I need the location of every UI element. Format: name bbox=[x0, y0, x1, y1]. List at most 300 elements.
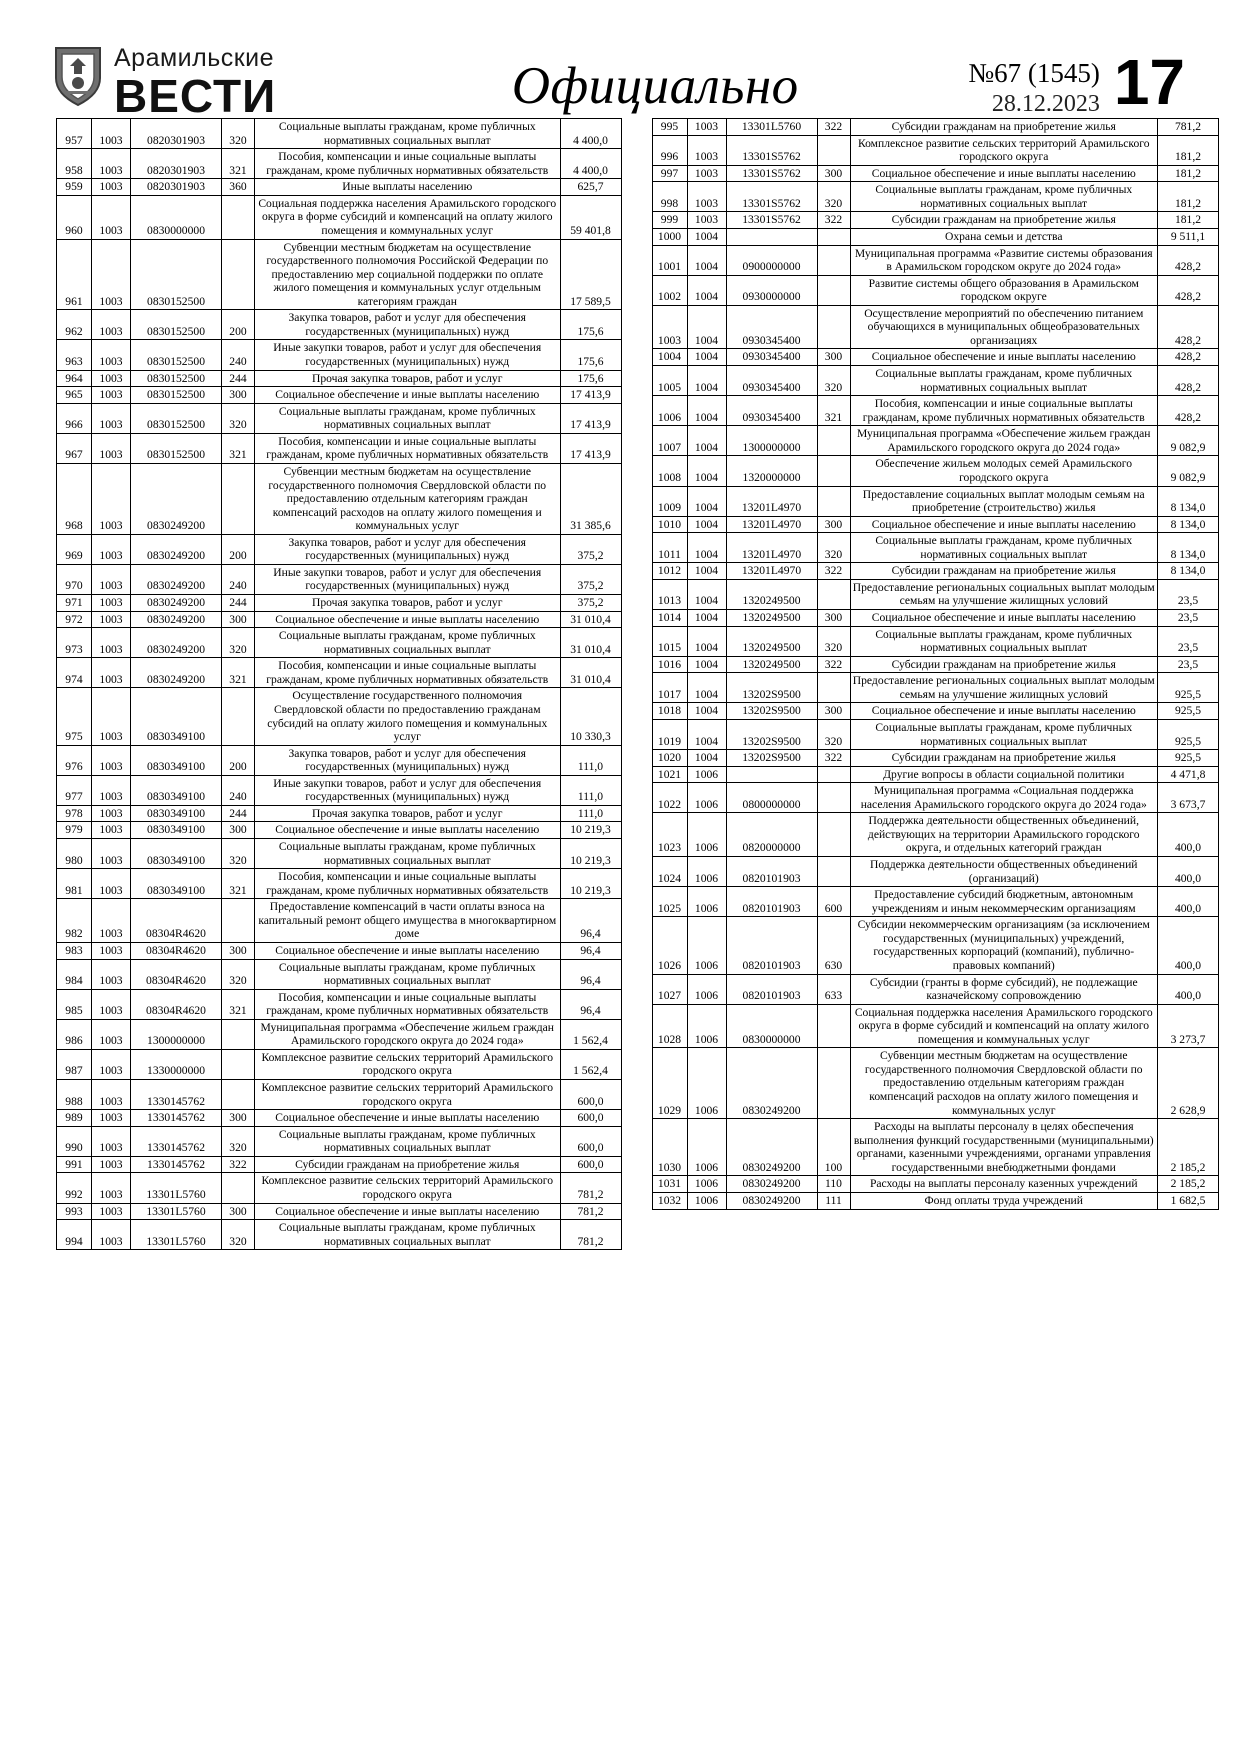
expense-type-cell: 320 bbox=[817, 719, 850, 749]
section-code-cell: 1003 bbox=[92, 959, 131, 989]
table-row bbox=[57, 688, 622, 745]
amount-cell: 10 219,3 bbox=[560, 822, 621, 839]
expense-type-cell bbox=[222, 1080, 255, 1110]
amount-cell: 375,2 bbox=[560, 534, 621, 564]
amount-cell: 400,0 bbox=[1158, 974, 1219, 1004]
row-index-cell: 959 bbox=[57, 179, 92, 196]
section-code-cell: 1003 bbox=[92, 1173, 131, 1203]
table-row bbox=[57, 1019, 622, 1049]
table-row bbox=[652, 610, 1219, 627]
expense-type-cell: 630 bbox=[817, 917, 850, 974]
target-code-cell: 0830249200 bbox=[131, 658, 222, 688]
row-index-cell: 1004 bbox=[652, 349, 687, 366]
table-row bbox=[57, 534, 622, 564]
table-row bbox=[652, 1119, 1219, 1176]
target-code-cell: 0830000000 bbox=[131, 195, 222, 239]
target-code-cell: 0830349100 bbox=[131, 775, 222, 805]
target-code-cell: 1320249500 bbox=[726, 610, 817, 627]
target-code-cell: 13201L4970 bbox=[726, 516, 817, 533]
name-cell: Другие вопросы в области социальной политики bbox=[850, 766, 1158, 783]
target-code-cell: 1330000000 bbox=[131, 1049, 222, 1079]
target-code-cell: 08304R4620 bbox=[131, 942, 222, 959]
row-index-cell: 981 bbox=[57, 869, 92, 899]
table-row bbox=[57, 1126, 622, 1156]
target-code-cell: 08304R4620 bbox=[131, 899, 222, 943]
section-code-cell: 1004 bbox=[687, 275, 726, 305]
amount-cell: 181,2 bbox=[1158, 135, 1219, 165]
amount-cell: 9 082,9 bbox=[1158, 426, 1219, 456]
name-cell: Предоставление компенсаций в части оплаты взноса на капитальный ремонт общего имущества в многоквартирном доме bbox=[255, 899, 561, 943]
table-row bbox=[652, 673, 1219, 703]
section-code-cell: 1003 bbox=[92, 899, 131, 943]
content-columns bbox=[0, 118, 1241, 1250]
name-cell: Социальное обеспечение и иные выплаты населению bbox=[255, 611, 561, 628]
table-row bbox=[57, 959, 622, 989]
table-row bbox=[57, 1080, 622, 1110]
table-row bbox=[652, 366, 1219, 396]
amount-cell: 428,2 bbox=[1158, 305, 1219, 349]
section-code-cell: 1003 bbox=[92, 195, 131, 239]
row-index-cell: 1029 bbox=[652, 1048, 687, 1119]
target-code-cell: 0830152500 bbox=[131, 403, 222, 433]
name-cell: Социальные выплаты гражданам, кроме публичных нормативных социальных выплат bbox=[850, 626, 1158, 656]
row-index-cell: 969 bbox=[57, 534, 92, 564]
table-row bbox=[652, 766, 1219, 783]
table-row bbox=[57, 564, 622, 594]
page-title: Официально bbox=[511, 57, 799, 115]
row-index-cell: 974 bbox=[57, 658, 92, 688]
table-row bbox=[652, 813, 1219, 857]
target-code-cell: 13202S9500 bbox=[726, 703, 817, 720]
expense-type-cell: 244 bbox=[222, 370, 255, 387]
section-code-cell: 1004 bbox=[687, 366, 726, 396]
target-code-cell: 13301L5760 bbox=[131, 1173, 222, 1203]
name-cell: Пособия, компенсации и иные социальные выплаты гражданам, кроме публичных нормативных обязательств bbox=[255, 869, 561, 899]
section-code-cell: 1004 bbox=[687, 673, 726, 703]
amount-cell: 8 134,0 bbox=[1158, 533, 1219, 563]
row-index-cell: 968 bbox=[57, 463, 92, 534]
target-code-cell: 1330145762 bbox=[131, 1110, 222, 1127]
section-code-cell: 1006 bbox=[687, 1192, 726, 1209]
section-code-cell: 1003 bbox=[92, 149, 131, 179]
section-code-cell: 1003 bbox=[92, 942, 131, 959]
table-row bbox=[652, 245, 1219, 275]
row-index-cell: 992 bbox=[57, 1173, 92, 1203]
name-cell: Иные закупки товаров, работ и услуг для обеспечения государственных (муниципальных) нужд bbox=[255, 340, 561, 370]
row-index-cell: 987 bbox=[57, 1049, 92, 1079]
row-index-cell: 984 bbox=[57, 959, 92, 989]
expense-type-cell: 321 bbox=[222, 989, 255, 1019]
row-index-cell: 994 bbox=[57, 1220, 92, 1250]
table-row bbox=[57, 839, 622, 869]
amount-cell: 781,2 bbox=[560, 1203, 621, 1220]
row-index-cell: 1006 bbox=[652, 396, 687, 426]
table-row bbox=[57, 658, 622, 688]
row-index-cell: 966 bbox=[57, 403, 92, 433]
expense-type-cell bbox=[817, 1004, 850, 1048]
table-row bbox=[57, 775, 622, 805]
section-code-cell: 1006 bbox=[687, 1176, 726, 1193]
target-code-cell: 0820301903 bbox=[131, 179, 222, 196]
row-index-cell: 1026 bbox=[652, 917, 687, 974]
name-cell: Субвенции местным бюджетам на осуществление государственного полномочия Российской Федерации по предоставлению мер социальной поддержки по оплате жилого помещения и коммунальных услуг отдельным категориям граждан bbox=[255, 239, 561, 310]
row-index-cell: 991 bbox=[57, 1156, 92, 1173]
table-row bbox=[57, 340, 622, 370]
target-code-cell: 0830249200 bbox=[131, 534, 222, 564]
row-index-cell: 963 bbox=[57, 340, 92, 370]
expense-type-cell: 244 bbox=[222, 805, 255, 822]
amount-cell: 17 589,5 bbox=[560, 239, 621, 310]
amount-cell: 8 134,0 bbox=[1158, 516, 1219, 533]
expense-type-cell bbox=[817, 305, 850, 349]
name-cell: Социальное обеспечение и иные выплаты населению bbox=[255, 942, 561, 959]
name-cell: Предоставление региональных социальных выплат молодым семьям на улучшение жилищных условий bbox=[850, 673, 1158, 703]
row-index-cell: 979 bbox=[57, 822, 92, 839]
row-index-cell: 1022 bbox=[652, 783, 687, 813]
expense-type-cell: 300 bbox=[817, 610, 850, 627]
expense-type-cell bbox=[817, 857, 850, 887]
row-index-cell: 1001 bbox=[652, 245, 687, 275]
amount-cell: 925,5 bbox=[1158, 673, 1219, 703]
expense-type-cell: 322 bbox=[817, 119, 850, 136]
target-code-cell: 13301S5762 bbox=[726, 165, 817, 182]
name-cell: Субсидии гражданам на приобретение жилья bbox=[850, 656, 1158, 673]
right-column bbox=[638, 118, 1220, 1250]
section-code-cell: 1004 bbox=[687, 349, 726, 366]
table-row bbox=[652, 579, 1219, 609]
table-row bbox=[652, 516, 1219, 533]
section-code-cell: 1003 bbox=[92, 1156, 131, 1173]
target-code-cell: 13202S9500 bbox=[726, 750, 817, 767]
target-code-cell: 0830349100 bbox=[131, 839, 222, 869]
table-row bbox=[652, 165, 1219, 182]
name-cell: Закупка товаров, работ и услуг для обеспечения государственных (муниципальных) нужд bbox=[255, 534, 561, 564]
target-code-cell: 1320000000 bbox=[726, 456, 817, 486]
target-code-cell: 0830249200 bbox=[131, 595, 222, 612]
table-row bbox=[652, 396, 1219, 426]
amount-cell: 17 413,9 bbox=[560, 433, 621, 463]
expense-type-cell bbox=[817, 783, 850, 813]
logo-line-1: Арамильские bbox=[114, 44, 275, 72]
amount-cell: 625,7 bbox=[560, 179, 621, 196]
row-index-cell: 1009 bbox=[652, 486, 687, 516]
amount-cell: 96,4 bbox=[560, 959, 621, 989]
target-code-cell: 0820101903 bbox=[726, 917, 817, 974]
expense-type-cell: 300 bbox=[817, 349, 850, 366]
table-row bbox=[652, 1048, 1219, 1119]
name-cell: Осуществление государственного полномочия Свердловской области по предоставлению гражданам субсидий на оплату жилого помещения и коммунальных услуг bbox=[255, 688, 561, 745]
table-row bbox=[57, 195, 622, 239]
target-code-cell: 0830152500 bbox=[131, 310, 222, 340]
row-index-cell: 1023 bbox=[652, 813, 687, 857]
target-code-cell bbox=[726, 766, 817, 783]
masthead bbox=[0, 0, 1241, 122]
amount-cell: 925,5 bbox=[1158, 719, 1219, 749]
amount-cell: 96,4 bbox=[560, 989, 621, 1019]
table-row bbox=[652, 135, 1219, 165]
expense-type-cell bbox=[222, 195, 255, 239]
amount-cell: 600,0 bbox=[560, 1156, 621, 1173]
name-cell: Прочая закупка товаров, работ и услуг bbox=[255, 805, 561, 822]
amount-cell: 175,6 bbox=[560, 370, 621, 387]
row-index-cell: 1021 bbox=[652, 766, 687, 783]
amount-cell: 31 385,6 bbox=[560, 463, 621, 534]
section-code-cell: 1003 bbox=[92, 745, 131, 775]
row-index-cell: 1003 bbox=[652, 305, 687, 349]
amount-cell: 781,2 bbox=[1158, 119, 1219, 136]
expense-type-cell: 320 bbox=[222, 1220, 255, 1250]
target-code-cell: 13202S9500 bbox=[726, 719, 817, 749]
target-code-cell: 08304R4620 bbox=[131, 989, 222, 1019]
table-row bbox=[57, 370, 622, 387]
amount-cell: 59 401,8 bbox=[560, 195, 621, 239]
row-index-cell: 1016 bbox=[652, 656, 687, 673]
name-cell: Социальное обеспечение и иные выплаты населению bbox=[850, 610, 1158, 627]
table-row bbox=[57, 387, 622, 404]
section-code-cell: 1006 bbox=[687, 813, 726, 857]
table-row bbox=[652, 182, 1219, 212]
table-row bbox=[57, 989, 622, 1019]
amount-cell: 10 219,3 bbox=[560, 839, 621, 869]
expense-type-cell: 300 bbox=[222, 1110, 255, 1127]
amount-cell: 428,2 bbox=[1158, 245, 1219, 275]
row-index-cell: 1000 bbox=[652, 228, 687, 245]
amount-cell: 400,0 bbox=[1158, 857, 1219, 887]
section-code-cell: 1003 bbox=[92, 1203, 131, 1220]
name-cell: Социальное обеспечение и иные выплаты населению bbox=[850, 516, 1158, 533]
budget-table-right bbox=[652, 118, 1220, 1210]
expense-type-cell: 321 bbox=[222, 658, 255, 688]
expense-type-cell: 110 bbox=[817, 1176, 850, 1193]
table-row bbox=[57, 805, 622, 822]
name-cell: Субсидии гражданам на приобретение жилья bbox=[850, 563, 1158, 580]
section-code-cell: 1004 bbox=[687, 516, 726, 533]
table-row bbox=[57, 822, 622, 839]
target-code-cell: 1300000000 bbox=[726, 426, 817, 456]
expense-type-cell: 200 bbox=[222, 310, 255, 340]
row-index-cell: 986 bbox=[57, 1019, 92, 1049]
row-index-cell: 1030 bbox=[652, 1119, 687, 1176]
section-code-cell: 1003 bbox=[92, 463, 131, 534]
target-code-cell: 0830152500 bbox=[131, 340, 222, 370]
expense-type-cell bbox=[817, 1048, 850, 1119]
section-code-cell: 1004 bbox=[687, 750, 726, 767]
section-code-cell: 1003 bbox=[92, 775, 131, 805]
name-cell: Закупка товаров, работ и услуг для обеспечения государственных (муниципальных) нужд bbox=[255, 310, 561, 340]
name-cell: Социальное обеспечение и иные выплаты населению bbox=[255, 1110, 561, 1127]
table-row bbox=[652, 783, 1219, 813]
amount-cell: 428,2 bbox=[1158, 396, 1219, 426]
coat-of-arms-icon bbox=[52, 44, 104, 108]
expense-type-cell: 322 bbox=[817, 750, 850, 767]
row-index-cell: 1018 bbox=[652, 703, 687, 720]
expense-type-cell: 300 bbox=[222, 1203, 255, 1220]
issue-date: 28.12.2023 bbox=[991, 90, 1100, 117]
row-index-cell: 982 bbox=[57, 899, 92, 943]
section-code-cell: 1006 bbox=[687, 783, 726, 813]
expense-type-cell: 320 bbox=[222, 839, 255, 869]
section-code-cell: 1004 bbox=[687, 305, 726, 349]
table-row bbox=[57, 611, 622, 628]
section-code-cell: 1003 bbox=[92, 1220, 131, 1250]
name-cell: Социальные выплаты гражданам, кроме публичных нормативных социальных выплат bbox=[255, 1220, 561, 1250]
amount-cell: 23,5 bbox=[1158, 626, 1219, 656]
section-code-cell: 1003 bbox=[92, 688, 131, 745]
table-row bbox=[57, 119, 622, 149]
expense-type-cell: 360 bbox=[222, 179, 255, 196]
amount-cell: 925,5 bbox=[1158, 703, 1219, 720]
row-index-cell: 1019 bbox=[652, 719, 687, 749]
row-index-cell: 1031 bbox=[652, 1176, 687, 1193]
name-cell: Социальное обеспечение и иные выплаты населению bbox=[255, 387, 561, 404]
name-cell: Социальная поддержка населения Арамильского городского округа в форме субсидий и компенсаций на оплату жилого помещения и коммунальных услуг bbox=[255, 195, 561, 239]
name-cell: Социальное обеспечение и иные выплаты населению bbox=[255, 822, 561, 839]
amount-cell: 3 673,7 bbox=[1158, 783, 1219, 813]
amount-cell: 600,0 bbox=[560, 1126, 621, 1156]
name-cell: Субвенции местным бюджетам на осуществление государственного полномочия Свердловской области по предоставлению отдельным категориям граждан компенсаций расходов на оплату жилого помещения и коммунальных услуг bbox=[850, 1048, 1158, 1119]
row-index-cell: 976 bbox=[57, 745, 92, 775]
table-row bbox=[57, 1173, 622, 1203]
name-cell: Осуществление мероприятий по обеспечению питанием обучающихся в муниципальных общеобразовательных организациях bbox=[850, 305, 1158, 349]
amount-cell: 181,2 bbox=[1158, 212, 1219, 229]
name-cell: Пособия, компенсации и иные социальные выплаты гражданам, кроме публичных нормативных обязательств bbox=[255, 989, 561, 1019]
amount-cell: 181,2 bbox=[1158, 182, 1219, 212]
table-row bbox=[652, 703, 1219, 720]
name-cell: Социальное обеспечение и иные выплаты населению bbox=[850, 703, 1158, 720]
section-code-cell: 1003 bbox=[92, 370, 131, 387]
table-row bbox=[57, 403, 622, 433]
section-code-cell: 1003 bbox=[92, 658, 131, 688]
section-code-cell: 1003 bbox=[687, 135, 726, 165]
expense-type-cell: 320 bbox=[222, 403, 255, 433]
target-code-cell: 0930000000 bbox=[726, 275, 817, 305]
expense-type-cell: 320 bbox=[222, 628, 255, 658]
row-index-cell: 983 bbox=[57, 942, 92, 959]
section-code-cell: 1004 bbox=[687, 610, 726, 627]
table-row bbox=[652, 456, 1219, 486]
row-index-cell: 989 bbox=[57, 1110, 92, 1127]
name-cell: Развитие системы общего образования в Арамильском городском округе bbox=[850, 275, 1158, 305]
section-code-cell: 1006 bbox=[687, 1119, 726, 1176]
table-row bbox=[652, 857, 1219, 887]
amount-cell: 600,0 bbox=[560, 1110, 621, 1127]
section-code-cell: 1006 bbox=[687, 1004, 726, 1048]
name-cell: Фонд оплаты труда учреждений bbox=[850, 1192, 1158, 1209]
expense-type-cell: 300 bbox=[222, 822, 255, 839]
section-code-cell: 1004 bbox=[687, 719, 726, 749]
target-code-cell: 0830249200 bbox=[726, 1119, 817, 1176]
target-code-cell: 1330145762 bbox=[131, 1156, 222, 1173]
name-cell: Социальное обеспечение и иные выплаты населению bbox=[850, 165, 1158, 182]
expense-type-cell bbox=[222, 1019, 255, 1049]
name-cell: Муниципальная программа «Обеспечение жильем граждан Арамильского городского округа до 2024 года» bbox=[255, 1019, 561, 1049]
expense-type-cell: 300 bbox=[817, 703, 850, 720]
section-code-cell: 1004 bbox=[687, 533, 726, 563]
table-row bbox=[57, 942, 622, 959]
name-cell: Субсидии гражданам на приобретение жилья bbox=[850, 212, 1158, 229]
name-cell: Предоставление региональных социальных выплат молодым семьям на улучшение жилищных условий bbox=[850, 579, 1158, 609]
expense-type-cell bbox=[817, 579, 850, 609]
target-code-cell: 13301S5762 bbox=[726, 212, 817, 229]
name-cell: Муниципальная программа «Обеспечение жильем граждан Арамильского городского округа до 2024 года» bbox=[850, 426, 1158, 456]
table-row bbox=[57, 899, 622, 943]
expense-type-cell: 320 bbox=[817, 626, 850, 656]
target-code-cell: 0830349100 bbox=[131, 688, 222, 745]
target-code-cell bbox=[726, 228, 817, 245]
target-code-cell: 13201L4970 bbox=[726, 563, 817, 580]
expense-type-cell: 200 bbox=[222, 745, 255, 775]
expense-type-cell bbox=[222, 1049, 255, 1079]
expense-type-cell: 322 bbox=[222, 1156, 255, 1173]
target-code-cell: 0830249200 bbox=[726, 1048, 817, 1119]
expense-type-cell: 111 bbox=[817, 1192, 850, 1209]
target-code-cell: 1330145762 bbox=[131, 1126, 222, 1156]
section-code-cell: 1006 bbox=[687, 1048, 726, 1119]
section-code-cell: 1004 bbox=[687, 245, 726, 275]
amount-cell: 23,5 bbox=[1158, 579, 1219, 609]
expense-type-cell: 633 bbox=[817, 974, 850, 1004]
section-code-cell: 1003 bbox=[687, 182, 726, 212]
row-index-cell: 978 bbox=[57, 805, 92, 822]
name-cell: Социальные выплаты гражданам, кроме публичных нормативных социальных выплат bbox=[255, 1126, 561, 1156]
row-index-cell: 997 bbox=[652, 165, 687, 182]
table-row bbox=[652, 486, 1219, 516]
section-code-cell: 1003 bbox=[687, 119, 726, 136]
table-row bbox=[57, 149, 622, 179]
expense-type-cell bbox=[817, 245, 850, 275]
row-index-cell: 995 bbox=[652, 119, 687, 136]
row-index-cell: 999 bbox=[652, 212, 687, 229]
table-row bbox=[652, 1176, 1219, 1193]
target-code-cell: 0830249200 bbox=[131, 463, 222, 534]
expense-type-cell: 322 bbox=[817, 563, 850, 580]
expense-type-cell bbox=[222, 239, 255, 310]
section-code-cell: 1003 bbox=[92, 989, 131, 1019]
amount-cell: 96,4 bbox=[560, 899, 621, 943]
target-code-cell: 0820101903 bbox=[726, 887, 817, 917]
name-cell: Иные закупки товаров, работ и услуг для обеспечения государственных (муниципальных) нужд bbox=[255, 775, 561, 805]
logo-line-2: ВЕСТИ bbox=[114, 70, 277, 122]
target-code-cell: 0930345400 bbox=[726, 305, 817, 349]
amount-cell: 428,2 bbox=[1158, 349, 1219, 366]
expense-type-cell: 300 bbox=[222, 387, 255, 404]
expense-type-cell: 240 bbox=[222, 775, 255, 805]
target-code-cell: 0830349100 bbox=[131, 822, 222, 839]
section-code-cell: 1003 bbox=[92, 628, 131, 658]
expense-type-cell bbox=[817, 813, 850, 857]
amount-cell: 8 134,0 bbox=[1158, 486, 1219, 516]
section-code-cell: 1003 bbox=[92, 1049, 131, 1079]
section-code-cell: 1003 bbox=[92, 805, 131, 822]
name-cell: Социальные выплаты гражданам, кроме публичных нормативных социальных выплат bbox=[850, 719, 1158, 749]
expense-type-cell bbox=[817, 486, 850, 516]
amount-cell: 23,5 bbox=[1158, 610, 1219, 627]
expense-type-cell: 300 bbox=[817, 516, 850, 533]
row-index-cell: 958 bbox=[57, 149, 92, 179]
amount-cell: 17 413,9 bbox=[560, 403, 621, 433]
expense-type-cell: 300 bbox=[817, 165, 850, 182]
name-cell: Социальные выплаты гражданам, кроме публичных нормативных социальных выплат bbox=[255, 628, 561, 658]
name-cell: Социальные выплаты гражданам, кроме публичных нормативных социальных выплат bbox=[255, 959, 561, 989]
amount-cell: 8 134,0 bbox=[1158, 563, 1219, 580]
row-index-cell: 961 bbox=[57, 239, 92, 310]
name-cell: Комплексное развитие сельских территорий Арамильского городского округа bbox=[850, 135, 1158, 165]
table-row bbox=[57, 869, 622, 899]
expense-type-cell: 240 bbox=[222, 564, 255, 594]
expense-type-cell bbox=[817, 275, 850, 305]
target-code-cell: 0930345400 bbox=[726, 396, 817, 426]
section-code-cell: 1003 bbox=[92, 1080, 131, 1110]
